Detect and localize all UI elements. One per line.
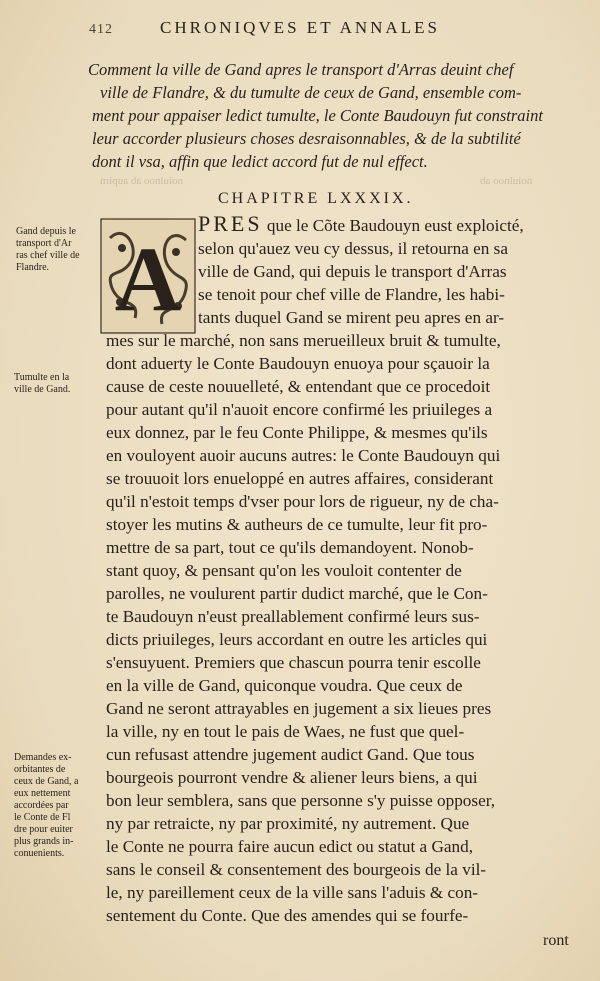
summary-line: dont il vsa, affin que ledict accord fut de nul effect. [92, 152, 428, 171]
summary-line: Comment la ville de Gand apres le transport d'Arras deuint chef [88, 60, 514, 79]
text-line: eux donnez, par le feu Conte Philippe, & mesmes qu'ils [106, 423, 488, 442]
chapter-title: CHAPITRE LXXXIX. [218, 190, 414, 207]
text-line: te Baudouyn n'eust preallablement confirmé leurs sus- [106, 607, 480, 626]
text-line: mettre de sa part, tout ce qu'ils demandoyent. Nonob- [106, 538, 474, 557]
first-word: PRES [198, 211, 263, 236]
text-line: sans le conseil & consentement des bourgeois de la vil- [106, 860, 487, 879]
text-line: Gand ne seront attrayables en jugement a six lieues pres [106, 699, 492, 718]
text-line: le Conte ne pourra faire aucun edict ou statut a Gand, [106, 837, 474, 856]
running-head: CHRONIQVES ET ANNALES [160, 18, 440, 37]
text-line: ny par retraicte, ny par proximité, ny autrement. Que [106, 814, 470, 833]
folio-number: 412 [89, 22, 113, 37]
text-line: ville de Gand, qui depuis le transport d'Arras [198, 262, 507, 281]
catchword: ront [543, 932, 569, 949]
text-line: PRES que le Cõte Baudouyn eust exploicté, [198, 211, 524, 236]
text-line: tants duquel Gand se mirent peu apres en ar- [198, 308, 505, 327]
text-line: qu'il n'estoit temps d'vser pour lors de rigueur, ny de cha- [106, 492, 499, 511]
text-line: s'ensuyuent. Premiers que chascun pourra tenir escolle [106, 653, 481, 672]
text-line: le, ny pareillement ceux de la ville sans l'aduis & con- [106, 883, 479, 902]
margin-note-tumulte: Tumulte en la ville de Gand. [14, 372, 71, 395]
text-line: dont aduerty le Conte Baudouyn enuoya pour sçauoir la [106, 354, 490, 373]
summary-line: ment pour appaiser ledict tumulte, le Conte Baudouyn fut constraint [92, 106, 543, 125]
text-line: mes sur le marché, non sans merueilleux bruit & tumulte, [106, 331, 501, 350]
text-line: bon leur semblera, sans que personne s'y puisse opposer, [106, 791, 496, 810]
text-line: se tenoit pour chef ville de Flandre, les habi- [198, 285, 505, 304]
text-line: en vouloyent auoir aucuns autres: le Conte Baudouyn qui [106, 446, 501, 465]
text-line: stoyer les mutins & autheurs de ce tumulte, leur fit pro- [106, 515, 488, 534]
text-line: cun refusast attendre jugement audict Gand. Que tous [106, 745, 475, 764]
text-line: cause de ceste nouuelleté, & entendant que ce procedoit [106, 377, 491, 396]
summary-line: ville de Flandre, & du tumulte de ceux de Gand, ensemble com- [100, 83, 522, 102]
body-text [106, 212, 576, 927]
text-line: bourgeois pourront vendre & aliener leurs biens, a qui [106, 768, 478, 787]
text-line: pour autant qu'il n'auoit encore confirmé les priuileges a [106, 400, 493, 419]
text-line: sentement du Conte. Que des amendes qui se fourfe- [106, 906, 469, 925]
margin-note-gand-chef-ville: Gand depuis le transport d'Ar ras chef ville de Flandre. [16, 226, 80, 273]
summary-line: leur accorder plusieurs choses desraisonnables, & de la subtilité [92, 129, 521, 148]
text-line: selon qu'auez veu cy dessus, il retourna en sa [198, 239, 508, 258]
text-line: la ville, ny en tout le pais de Waes, ne fust que quel- [106, 722, 465, 741]
margin-note-demandes: Demandes ex- orbitantes de ceux de Gand, a eux nettement accordées par le Conte de Fl dre pour euiter plus grands in- conuenients. [14, 752, 79, 859]
text-line: se trouuoit lors enueloppé en autres affaires, considerant [106, 469, 494, 488]
chapter-summary [88, 58, 576, 173]
text-line: stant quoy, & pensant qu'on les vouloit contenter de [106, 561, 462, 580]
svg-text:A: A [114, 228, 182, 330]
text-line: en la ville de Gand, quiconque voudra. Que ceux de [106, 676, 463, 695]
text-line: dicts priuileges, leurs accordant en outre les articles qui [106, 630, 488, 649]
bleed-through-text: noiulnoo ab aupirn [100, 175, 184, 187]
bleed-through-text: noiulnoo ab [480, 175, 533, 187]
text-line: parolles, ne voulurent partir dudict marché, que le Con- [106, 584, 488, 603]
